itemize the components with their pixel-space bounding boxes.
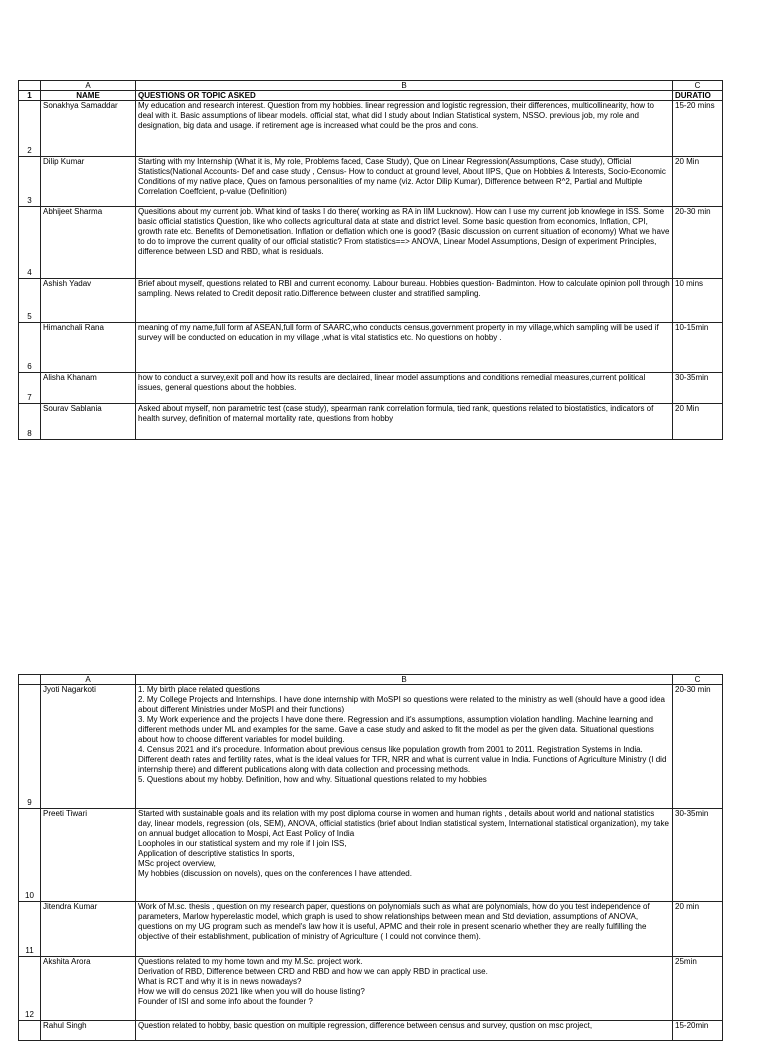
candidate-name: Preeti Tiwari (41, 809, 136, 902)
row-number: 4 (19, 207, 41, 279)
row-number: 3 (19, 157, 41, 207)
questions-text: Quesitions about my current job. What kind of tasks I do there( working as RA in IIM Lucknow). How can I use my current job knowlege in ISS. Some basic official statistics Question, like who collects agricultural data at state and district level. Some basic question from economics, Inflation, CPI, growth rate etc. Benefits of Demonetisation. Inflation or deflation which one is good? (Basic discussion on current situation of economy) What we have to do to improve the current quality of our official statistic? From statistics==> ANOVA, Linear Model Assumptions, Design of experiment Principles, difference between LSD and RBD, what is residuals. (136, 207, 673, 279)
duration-text: 15-20min (673, 1021, 723, 1041)
table-row (19, 902, 723, 957)
corner-cell (19, 675, 41, 685)
questions-text: Asked about myself, non parametric test (case study), spearman rank correlation formula, tied rank, questions related to biostatistics, indicators of health survey, definition of maternal mortality rate, questions from hobby (136, 404, 673, 440)
questions-text: My education and research interest. Question from my hobbies. linear regression and logistic regression, their differences, multicollinearity, how to deal with it. Basic assumptions of libear models. official stat, what did I study about Indian Statistical system, NSSO. previous job, my role and designation, big data and usage. if retirement age is increased what could be the pros and cons. (136, 101, 673, 157)
row-number: 8 (19, 404, 41, 440)
candidate-name: Dilip Kumar (41, 157, 136, 207)
column-letter: B (136, 675, 673, 685)
row-number: 12 (19, 957, 41, 1021)
questions-text: Work of M.sc. thesis , question on my research paper, questions on polynomials such as what are polynomials, how do you test independence of parameters, Marlow hyperelastic model, which graph is used to show relationships between mean and Std deviation, assumptions of ANOVA, questions on my UG program such as mendel's law how it is useful, APMC and their role in present scenario whether they are really fulfilling the objective of their establishment, publication of ministry of Agriculture ( I could not convince them). (136, 902, 673, 957)
duration-text: 20-30 min (673, 685, 723, 809)
candidate-name: Ashish Yadav (41, 279, 136, 323)
header-name: NAME (41, 91, 136, 101)
row-number: 11 (19, 902, 41, 957)
row-number: 7 (19, 373, 41, 404)
questions-text: Starting with my Internship (What it is, My role, Problems faced, Case Study), Que on Linear Regression(Assumptions, Case study), Official Statistics(National Accounts- Def and case study , Census- How to conduct at ground level, About IIPS, Que on Hobbies & Interests, Socio-Economic Conditions of my native place, Ques on famous personalities of my name (viz. Actor Dilip Kumar), Difference between R^2, Partial and Multiple Correlation Coeffcient, p-value (Definition) (136, 157, 673, 207)
duration-text: 30-35min (673, 809, 723, 902)
table-row (19, 809, 723, 902)
table-row (19, 279, 723, 323)
column-letter: C (673, 81, 723, 91)
questions-text: Question related to hobby, basic question on multiple regression, difference between census and survey, qustion on msc project, (136, 1021, 673, 1041)
questions-text: how to conduct a survey,exit poll and how its results are declaired, linear model assumptions and conditions remedial measures,current political issues, general questions about the hobbies. (136, 373, 673, 404)
candidate-name: Alisha Khanam (41, 373, 136, 404)
table-row (19, 404, 723, 440)
corner-cell (19, 81, 41, 91)
column-letter: B (136, 81, 673, 91)
candidate-name: Jyoti Nagarkoti (41, 685, 136, 809)
table-row (19, 957, 723, 1021)
spreadsheet-page-2 (18, 674, 723, 1041)
questions-text: meaning of my name,full form af ASEAN,full form of SAARC,who conducts census,government property in my village,which sampling will be used if survey will be conducted on education in my village ,what is vital statistics etc. No questions on hobby . (136, 323, 673, 373)
candidate-name: Rahul Singh (41, 1021, 136, 1041)
column-letter: A (41, 81, 136, 91)
table-row (19, 373, 723, 404)
duration-text: 10 mins (673, 279, 723, 323)
column-letter: A (41, 675, 136, 685)
candidate-name: Sonakhya Samaddar (41, 101, 136, 157)
duration-text: 20 Min (673, 157, 723, 207)
header-questions: QUESTIONS OR TOPIC ASKED (136, 91, 673, 101)
row-number: 6 (19, 323, 41, 373)
candidate-name: Sourav Sablania (41, 404, 136, 440)
duration-text: 20 Min (673, 404, 723, 440)
questions-text: Brief about myself, questions related to RBI and current economy. Labour bureau. Hobbies question- Badminton. How to calculate opinion poll through sampling. News related to Credit deposit ratio.Difference between cluster and stratified sampling. (136, 279, 673, 323)
table-row (19, 207, 723, 279)
duration-text: 15-20 mins (673, 101, 723, 157)
column-letter: C (673, 675, 723, 685)
questions-text: Started with sustainable goals and its relation with my post diploma course in women and human rights , details about world and national statistics day, linear models, regression (ols, SEM), ANOVA, official statistics (brief about Indian statistical system, International statistical organization), my take on annual budget allocation to Mospi, Act East Policy of India Loopholes in our statistical system and my role if I join ISS, Application of descriptive statistics In sports, MSc project overview, My hobbies (discussion on novels), ques on the conferences I have attended. (136, 809, 673, 902)
header-row (19, 91, 723, 101)
candidate-name: Abhijeet Sharma (41, 207, 136, 279)
questions-text: Questions related to my home town and my M.Sc. project work. Derivation of RBD, Difference between CRD and RBD and how we can apply RBD in practical use. What is RCT and why it is in news nowadays? How we will do census 2021 like when you will do house listing? Founder of ISI and some info about the founder ? (136, 957, 673, 1021)
table-row (19, 323, 723, 373)
column-header-row (19, 675, 723, 685)
table-row (19, 101, 723, 157)
spreadsheet-page-1 (18, 80, 723, 440)
questions-text: 1. My birth place related questions 2. My College Projects and Internships. I have done internship with MoSPI so questions were related to the ministry as well (should have a good idea about different Ministries under MoSPI and their functions) 3. My Work experience and the projects I have done there. Regression and it's assumptions, assumption violation handling. Machine learning and different methods under ML and examples for the same. Gave a case study and asked to fit the model as per the given data. Situational questions about how to choose different variables for model building. 4. Census 2021 and it's procedure. Information about previous census like population growth from 2001 to 2011. Registration Systems in India. Different death rates and fertility rates, what is the ideal values for TFR, NRR and what is current value in India. Functions of Agriculture Ministry (I did internship there) and different publications along with data collection and processing methods. 5. Questions about my hobby. Definition, how and why. Situational questions related to my hobbies (136, 685, 673, 809)
table-row (19, 685, 723, 809)
duration-text: 25min (673, 957, 723, 1021)
candidate-name: Akshita Arora (41, 957, 136, 1021)
candidate-name: Jitendra Kumar (41, 902, 136, 957)
header-duration: DURATIO (673, 91, 723, 101)
row-number: 5 (19, 279, 41, 323)
row-number: 9 (19, 685, 41, 809)
duration-text: 20-30 min (673, 207, 723, 279)
table-row (19, 157, 723, 207)
column-header-row (19, 81, 723, 91)
duration-text: 30-35min (673, 373, 723, 404)
duration-text: 20 min (673, 902, 723, 957)
row-number: 10 (19, 809, 41, 902)
candidate-name: Himanchali Rana (41, 323, 136, 373)
row-number: 1 (19, 91, 41, 101)
row-number: 2 (19, 101, 41, 157)
duration-text: 10-15min (673, 323, 723, 373)
